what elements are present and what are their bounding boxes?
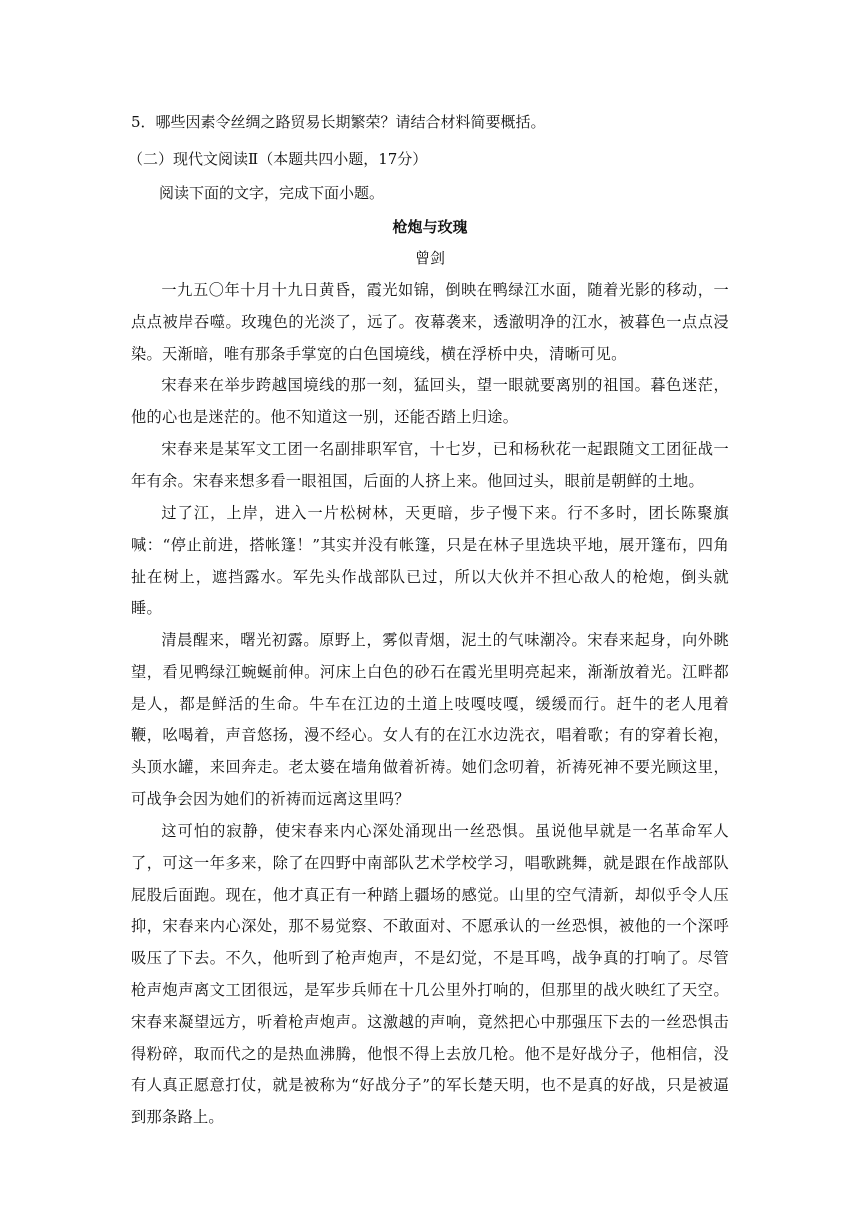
- article-paragraph: 宋春来是某军文工团一名副排职军官，十七岁，已和杨秋花一起跟随文工团征战一年有余。宋春来想多看一眼祖国，后面的人挤上来。他回过头，眼前是朝鲜的土地。: [131, 440, 729, 490]
- article-paragraph: 过了江，上岸，进入一片松树林，天更暗，步子慢下来。行不多时，团长陈聚旗喊：“停止前进，搭帐篷！”其实并没有帐篷，只是在林子里选块平地，展开篷布，四角扯在树上，遮挡露水。军先头作战部队已过，所以大伙并不担心敌人的枪炮，倒头就睡。: [131, 504, 729, 618]
- section-heading: （二）现代文阅读Ⅱ（本题共四小题，17分）: [128, 150, 428, 168]
- article-paragraph: 清晨醒来，曙光初露。原野上，雾似青烟，泥土的气味潮冷。宋春来起身，向外眺望，看见鸭绿江蜿蜒前伸。河床上白色的砂石在霞光里明亮起来，渐渐放着光。江畔都是人，都是鲜活的生命。牛车在江边的土道上吱嘎吱嘎，缓缓而行。赶牛的老人甩着鞭，吆喝着，声音悠扬，漫不经心。女人有的在江水边洗衣，唱着歌；有的穿着长袍，头顶水罐，来回奔走。老太婆在墙角做着祈祷。她们念叨着，祈祷死神不要光顾这里，可战争会因为她们的祈祷而远离这里吗？: [131, 631, 729, 808]
- article-paragraph: 这可怕的寂静，使宋春来内心深处涌现出一丝恐惧。虽说他早就是一名革命军人了，可这一年多来，除了在四野中南部队艺术学校学习，唱歌跳舞，就是跟在作战部队屁股后面跑。现在，他才真正有一种踏上疆场的感觉。山里的空气清新，却似乎令人压抑，宋春来内心深处，那不易觉察、不敢面对、不愿承认的一丝恐惧，被他的一个深呼吸压了下去。不久，他听到了枪声炮声，不是幻觉，不是耳鸣，战争真的打响了。尽管枪声炮声离文工团很远，是军步兵师在十几公里外打响的，但那里的战火映红了天空。宋春来凝望远方，听着枪声炮声。这激越的声响，竟然把心中那强压下去的一丝恐惧击得粉碎，取而代之的是热血沸腾，他恨不得上去放几枪。他不是好战分子，他相信，没有人真正愿意打仗，就是被称为“好战分子”的军长楚天明，也不是真的好战，只是被逼到那条路上。: [131, 822, 729, 1127]
- article-author: 曾剑: [414, 249, 445, 267]
- article-title: 枪炮与玫瑰: [392, 218, 468, 236]
- reading-instruction: 阅读下面的文字，完成下面小题。: [159, 184, 385, 202]
- article-paragraph: 宋春来在举步跨越国境线的那一刻，猛回头，望一眼就要离别的祖国。暮色迷茫，他的心也是迷茫的。他不知道这一别，还能否踏上归途。: [131, 376, 729, 426]
- article-paragraph: 一九五〇年十月十九日黄昏，霞光如锦，倒映在鸭绿江水面，随着光影的移动，一点点被岸吞噬。玫瑰色的光淡了，远了。夜幕袭来，透澈明净的江水，被暮色一点点浸染。天渐暗，唯有那条手掌宽的白色国境线，横在浮桥中央，清晰可见。: [131, 281, 729, 363]
- question-5: 5．哪些因素令丝绸之路贸易长期繁荣？请结合材料简要概括。: [131, 113, 546, 131]
